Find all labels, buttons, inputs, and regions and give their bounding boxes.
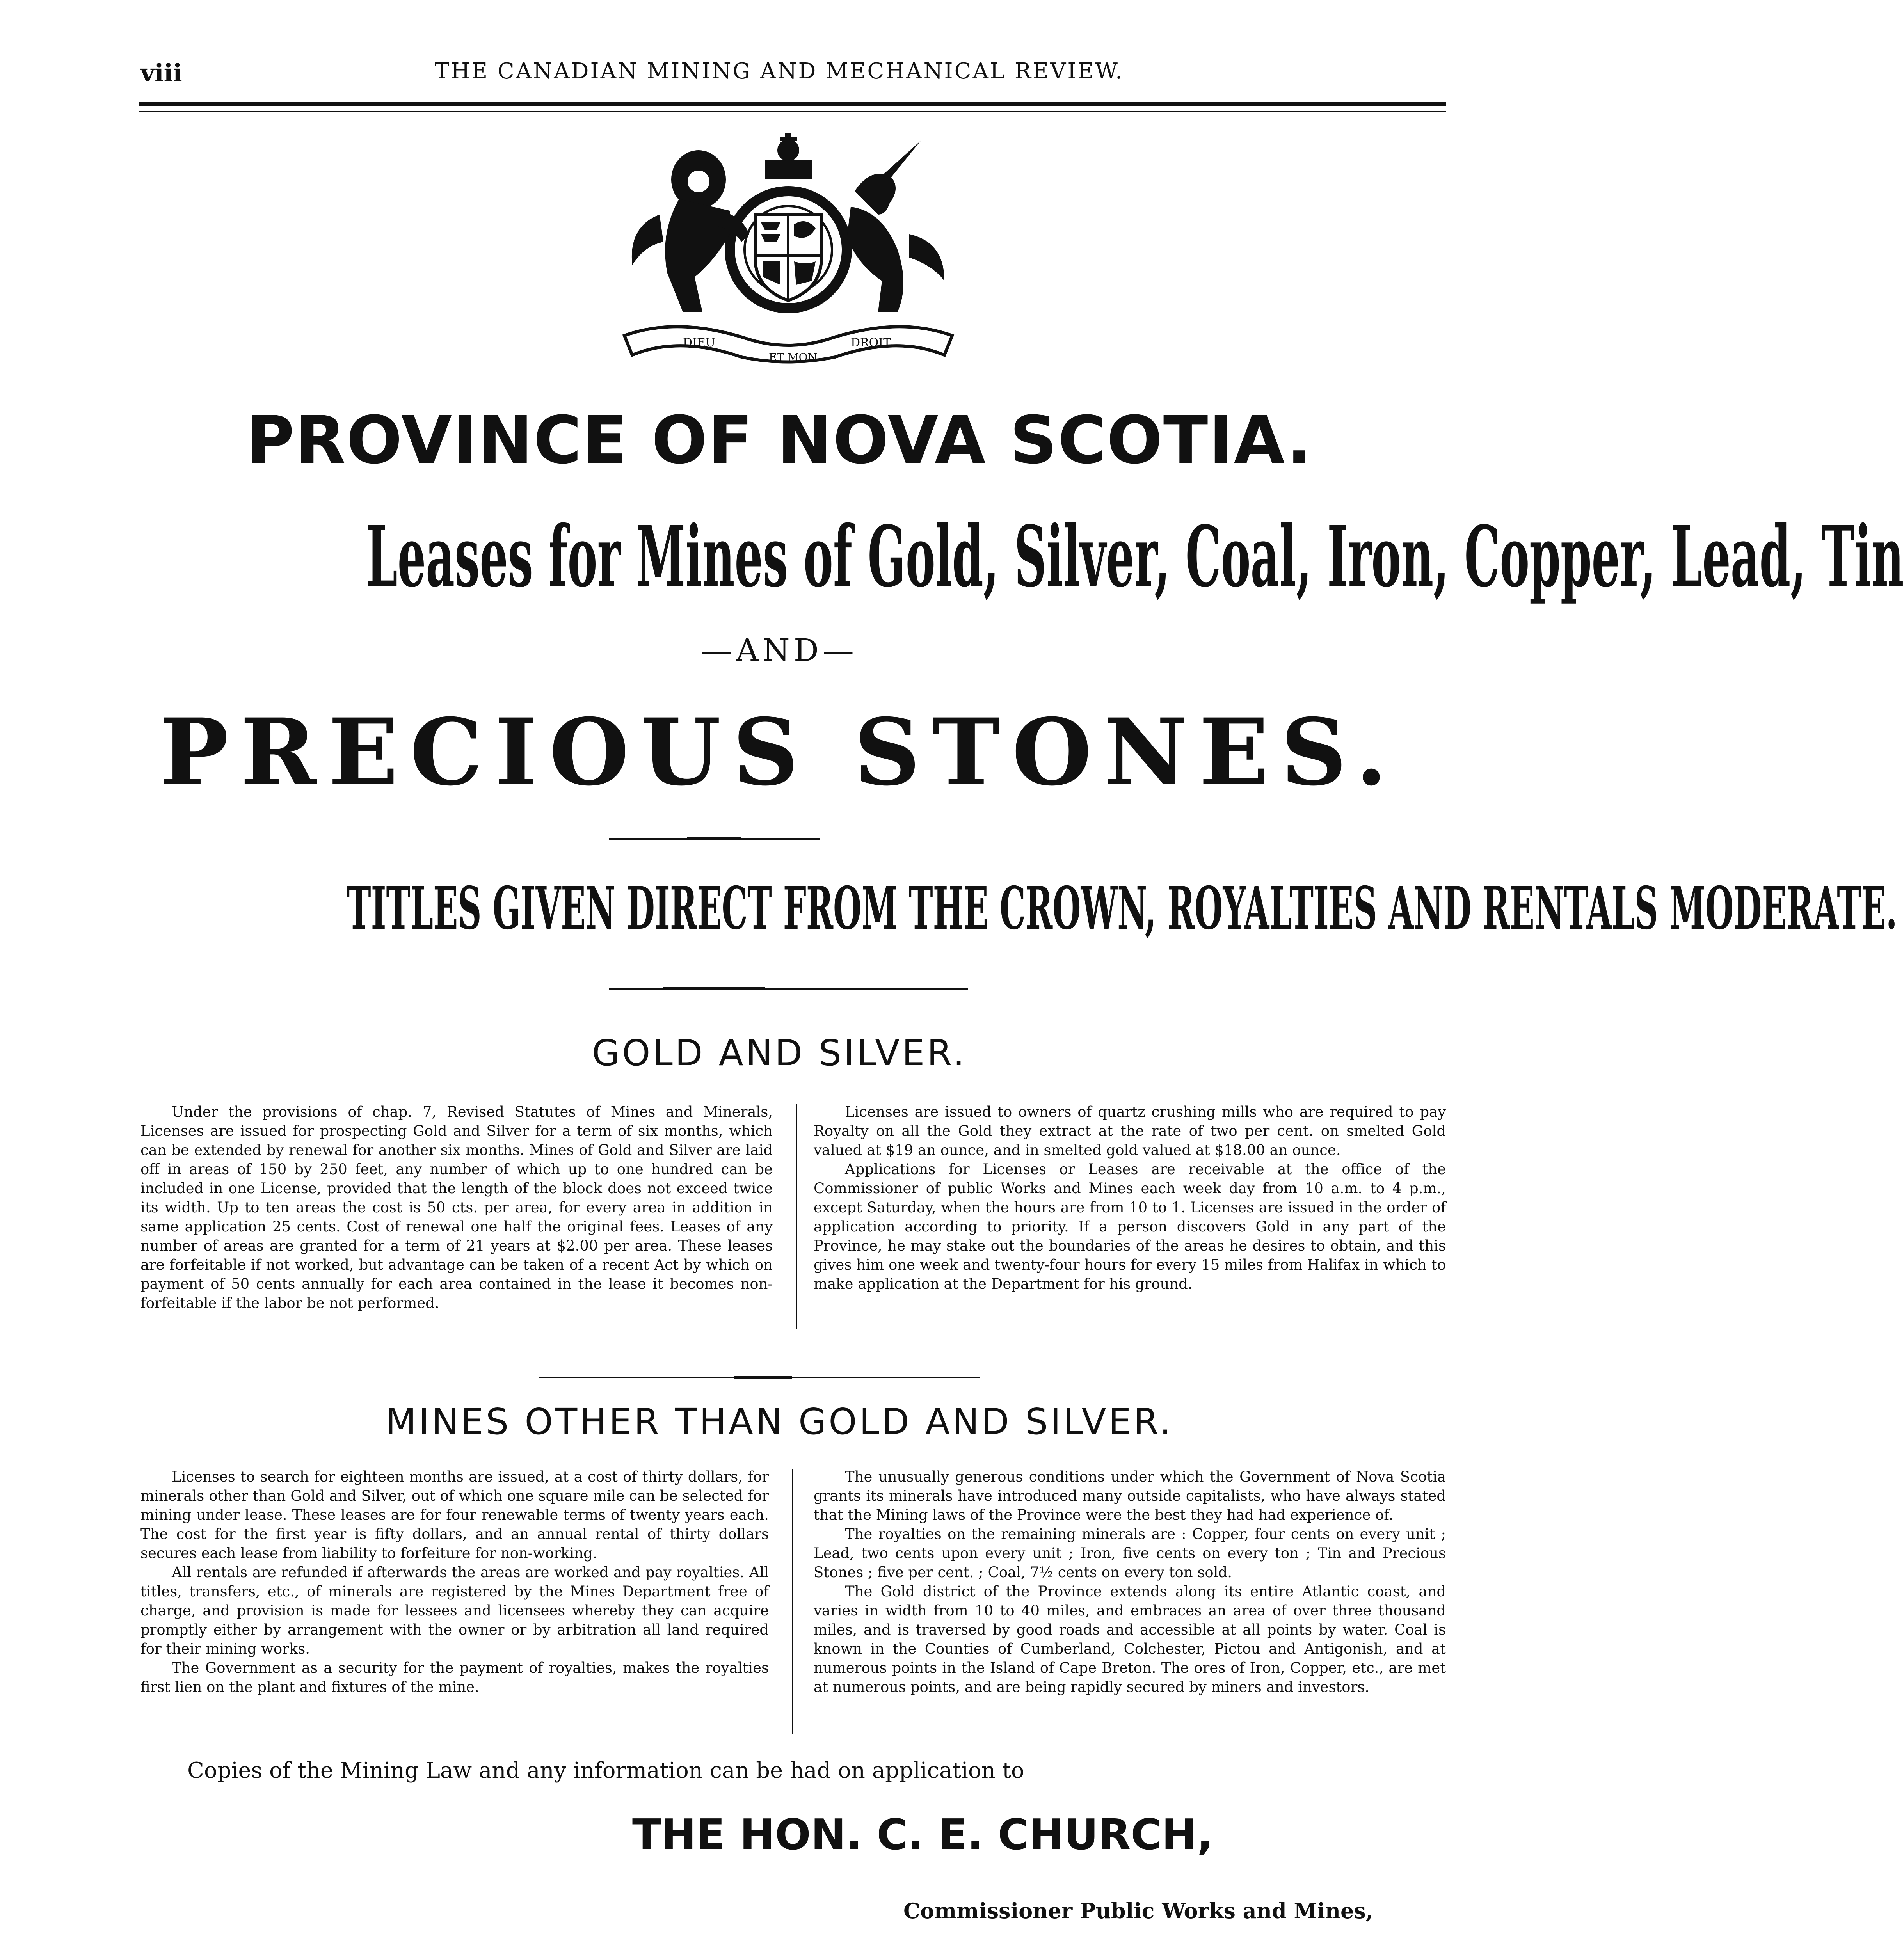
paragraph: The Government as a security for the payment of royalties, makes the royalties first lien on the plant and fixtures of the mine. [140, 1660, 769, 1695]
paragraph: All rentals are refunded if afterwards the areas are worked and pay royalties. All titles, transfers, etc., of minerals are registered by the Mines Department free of charge, and provision is made for lessees and licensees whereby they can acquire promptly either by arrangement with the owner or by arbitration all land required for their mining works. [140, 1564, 769, 1657]
header-rule-thick [139, 102, 1446, 106]
mines-left-column [140, 1467, 769, 1697]
column-divider [796, 1104, 797, 1329]
gold-silver-heading: GOLD AND SILVER. [592, 1032, 967, 1074]
province-headline: PROVINCE OF NOVA SCOTIA. [246, 402, 1312, 478]
divider-rule [609, 988, 968, 990]
royal-coat-of-arms-icon [601, 133, 976, 367]
motto-dieu: DIEU [683, 336, 716, 350]
header-rule-thin [139, 111, 1446, 112]
precious-stones-headline: PRECIOUS STONES. [160, 698, 1399, 806]
mines-other-heading: MINES OTHER THAN GOLD AND SILVER. [385, 1401, 1173, 1443]
motto-droit: DROIT [851, 336, 891, 350]
gold-right-column [814, 1102, 1446, 1294]
paragraph: The Gold district of the Province extends along its entire Atlantic coast, and varies in width from 10 to 40 miles, and embraces an area of over three thousand miles, and is traversed by good roads and accessible at all points by water. Coal is known in the Counties of Cumberland, Colchester, Pictou and Antigonish, and at numerous points in the Island of Cape Breton. The ores of Iron, Copper, etc., are met at numerous points, and are being rapidly secured by miners and investors. [814, 1583, 1446, 1695]
running-title: THE CANADIAN MINING AND MECHANICAL REVIEW. [435, 59, 1124, 84]
gold-left-column [140, 1102, 773, 1313]
paragraph: Licenses to search for eighteen months are issued, at a cost of thirty dollars, for minerals other than Gold and Silver, out of which one square mile can be selected for mining under lease. These leases are for four renewable terms of twenty years each. The cost for the first year is fifty dollars, and an annual rental of thirty dollars secures each lease from liability to forfeiture for non-working. [140, 1468, 769, 1562]
paragraph: The unusually generous conditions under which the Government of Nova Scotia grants its minerals have introduced many outside capitalists, who have always stated that the Mining laws of the Province were the best they had had experience of. [814, 1468, 1446, 1523]
column-divider [792, 1469, 793, 1734]
motto-et-mon: ET MON [769, 351, 818, 364]
divider-rule-bold [663, 987, 765, 990]
leases-headline: Leases for Mines of Gold, Silver, Coal, Iron, Copper, Lead, Tin [366, 507, 1904, 606]
paragraph: The royalties on the remaining minerals are : Copper, four cents on every unit ; Lead, two cents upon every unit ; Iron, five cents on every ton ; Tin and Precious Stones ; five per cent. ; Coal, 7½ cents on every ton sold. [814, 1526, 1446, 1581]
mines-right-column [814, 1467, 1446, 1697]
commissioner-title: Commissioner Public Works and Mines, [903, 1898, 1373, 1923]
divider-rule-bold [734, 1376, 792, 1379]
paragraph: Licenses are issued to owners of quartz crushing mills who are required to pay Royalty on all the Gold they extract at the rate of two per cent. on smelted Gold valued at $19 an ounce, and in smelted gold valued at $18.00 an ounce. [814, 1103, 1446, 1159]
copies-notice: Copies of the Mining Law and any information can be had on application to [187, 1758, 1024, 1783]
page-number: viii [140, 59, 182, 87]
paragraph: Under the provisions of chap. 7, Revised Statutes of Mines and Minerals, Licenses are issued for prospecting Gold and Silver for a term of six months, which can be extended by renewal for another six months. Mines of Gold and Silver are laid off in areas of 150 by 250 feet, any number of which up to one hundred can be included in one License, provided that the length of the block does not exceed twice its width. Up to ten areas the cost is 50 cts. per area, for every area in addition in same application 25 cents. Cost of renewal one half the original fees. Leases of any number of areas are granted for a term of 21 years at $2.00 per area. These leases are forfeitable if not worked, but advantage can be taken of a recent Act by which on payment of 50 cents annually for each area contained in the lease it becomes non-forfeitable if the labor be not performed. [140, 1103, 773, 1311]
titles-headline: TITLES GIVEN DIRECT FROM THE CROWN, ROYALTIES AND RENTALS MODERATE. [347, 874, 1897, 943]
paragraph: Applications for Licenses or Leases are receivable at the office of the Commissioner of public Works and Mines each week day from 10 a.m. to 4 p.m., except Saturday, when the hours are from 10 to 1. Licenses are issued in the order of application according to priority. If a person discovers Gold in any part of the Province, he may stake out the boundaries of the areas he desires to obtain, and this gives him one week and twenty-four hours for every 15 miles from Halifax in which to make application at the Department for his ground. [814, 1161, 1446, 1292]
commissioner-name: THE HON. C. E. CHURCH, [632, 1811, 1213, 1859]
and-separator: —AND— [701, 632, 858, 668]
divider-rule-bold [687, 837, 741, 840]
